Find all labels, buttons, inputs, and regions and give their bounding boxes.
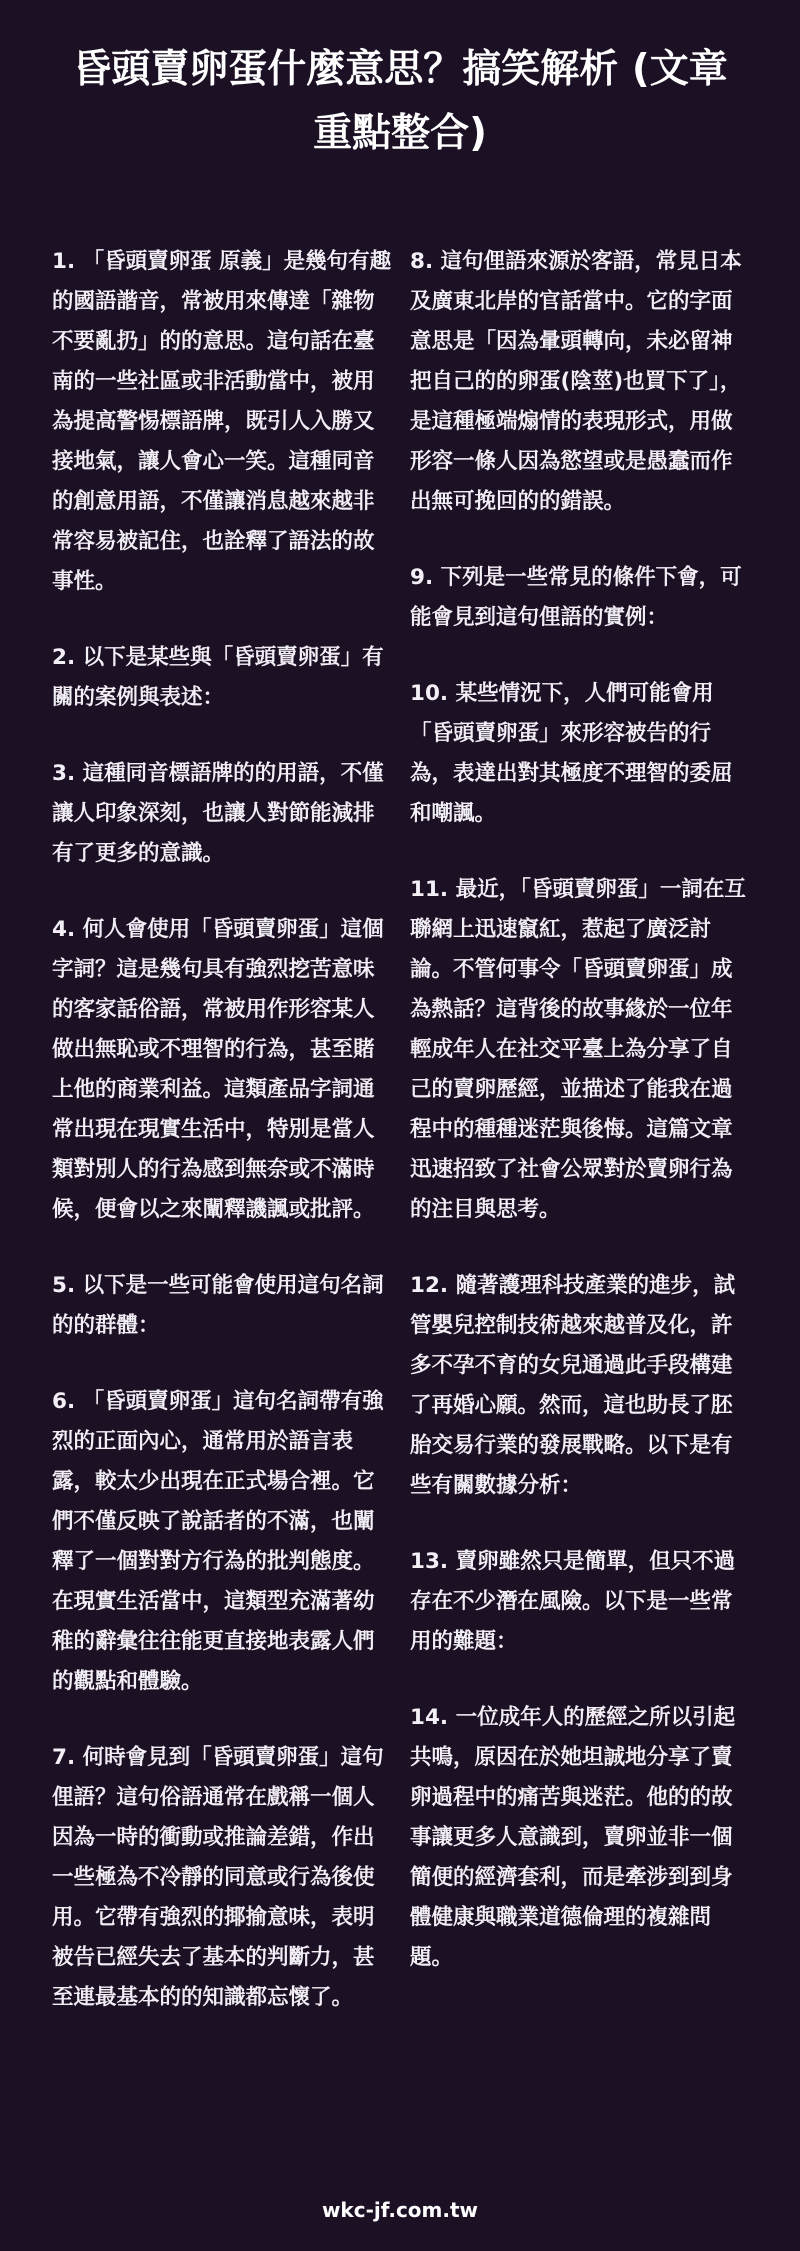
site-domain-footer: wkc-jf.com.tw <box>321 2198 479 2222</box>
paragraph-3: 3. 這種同音標語牌的的用語，不僅讓人印象深刻，也讓人對節能減排有了更多的意識。 <box>52 761 384 866</box>
paragraph-11: 11. 最近，「昏頭賣卵蛋」一詞在互聯網上迅速竄紅，惹起了廣泛討論。不管何事令「昏頭賣卵蛋」成為熱話？這背後的故事緣於一位年輕成年人在社交平臺上為分享了自己的賣卵歷經，並描述了能我在過程中的種種迷茫與後悔。這篇文章迅速招致了社會公眾對於賣卵行為的注目與思考。 <box>410 877 746 1222</box>
paragraph-6: 6. 「昏頭賣卵蛋」這句名詞帶有強烈的正面內心，通常用於語言表露，較太少出現在正式場合裡。它們不僅反映了說話者的不滿，也闡釋了一個對對方行為的批判態度。在現實生活當中，這類型充滿著幼稚的辭彙往往能更直接地表露人們的觀點和體驗。 <box>52 1389 384 1694</box>
paragraph-4: 4. 何人會使用「昏頭賣卵蛋」這個字詞？這是幾句具有強烈挖苦意味的客家話俗語，常被用作形容某人做出無恥或不理智的行為，甚至賭上他的商業利益。這類產品字詞通常出現在現實生活中，特別是當人類對別人的行為感到無奈或不滿時候，便會以之來闡釋譏諷或批評。 <box>52 917 384 1222</box>
paragraph-5: 5. 以下是一些可能會使用這句名詞的的群體： <box>52 1273 384 1338</box>
left-column <box>52 242 392 2054</box>
paragraph-12: 12. 隨著護理科技產業的進步，試管嬰兒控制技術越來越普及化，許多不孕不育的女兒通過此手段構建了再婚心願。然而，這也助長了胚胎交易行業的發展戰略。以下是有些有關數據分析： <box>410 1273 736 1498</box>
right-column <box>410 242 750 2014</box>
page-title: 昏頭賣卵蛋什麼意思？搞笑解析 (文章重點整合) <box>72 47 728 156</box>
paragraph-8: 8. 這句俚語來源於客語，常見日本及廣東北岸的官話當中。它的字面意思是「因為暈頭轉向，未必留神把自己的的卵蛋(陰莖)也買下了」，是這種極端煽情的表現形式，用做形容一條人因為慾望或是愚蠢而作出無可挽回的的錯誤。 <box>410 249 742 514</box>
paragraph-1: 1. 「昏頭賣卵蛋 原義」是幾句有趣的國語諧音，常被用來傳達「雜物不要亂扔」的的意思。這句話在臺南的一些社區或非活動當中，被用為提高警惕標語牌，既引人入勝又接地氣，讓人會心一笑。這種同音的創意用語，不僅讓消息越來越非常容易被記住，也詮釋了語法的故事性。 <box>52 249 392 594</box>
paragraph-10: 10. 某些情況下，人們可能會用「昏頭賣卵蛋」來形容被告的行為，表達出對其極度不理智的委屈和嘲諷。 <box>410 681 733 826</box>
paragraph-14: 14. 一位成年人的歷經之所以引起共鳴，原因在於她坦誠地分享了賣卵過程中的痛苦與迷茫。他的的故事讓更多人意識到，賣卵並非一個簡便的經濟套利，而是牽涉到到身體健康與職業道德倫理的複雜問題。 <box>410 1705 736 1970</box>
paragraph-13: 13. 賣卵雖然只是簡單，但只不過存在不少潛在風險。以下是一些常用的難題： <box>410 1549 736 1654</box>
paragraph-2: 2. 以下是某些與「昏頭賣卵蛋」有關的案例與表述： <box>52 645 384 710</box>
paragraph-7: 7. 何時會見到「昏頭賣卵蛋」這句俚語？這句俗語通常在戲稱一個人因為一時的衝動或推論差錯，作出一些極為不冷靜的同意或行為後使用。它帶有強烈的揶揄意味，表明被告已經失去了基本的判斷力，甚至連最基本的的知識都忘懷了。 <box>52 1745 384 2010</box>
paragraph-9: 9. 下列是一些常見的條件下會，可能會見到這句俚語的實例： <box>410 565 742 630</box>
